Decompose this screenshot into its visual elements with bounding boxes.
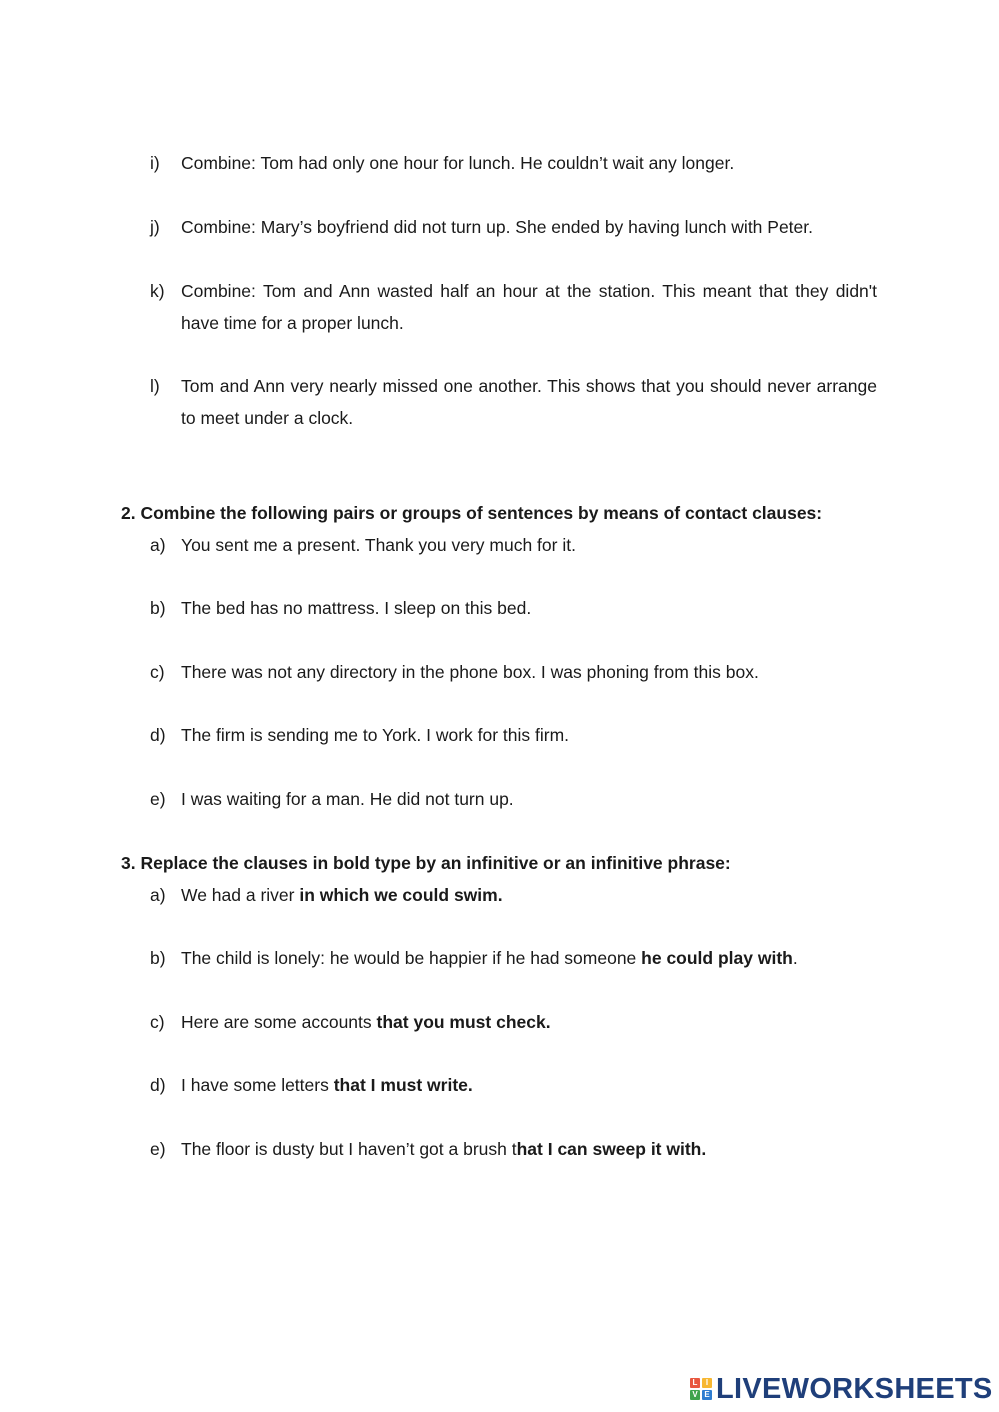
item-text: I was waiting for a man. He did not turn up. — [181, 789, 514, 809]
item-marker: e) — [150, 789, 166, 809]
exercise-item-3b — [150, 942, 877, 974]
exercise-item-j — [150, 211, 877, 243]
logo-text: LIVEWORKSHEETS — [716, 1372, 993, 1405]
item-text: Combine: Tom had only one hour for lunch. He couldn’t wait any longer. — [181, 153, 735, 173]
exercise-item-k — [150, 275, 877, 339]
logo-tile: E — [702, 1390, 712, 1400]
item-text: You sent me a present. Thank you very much for it. — [181, 535, 576, 555]
exercise-item-2b — [150, 592, 877, 624]
item-marker: d) — [150, 1075, 166, 1095]
item-marker: a) — [150, 885, 166, 905]
item-bold-clause: in which we could swim. — [299, 885, 503, 905]
item-marker: c) — [150, 662, 165, 682]
item-marker: a) — [150, 535, 166, 555]
item-text: Combine: Tom and Ann wasted half an hour at the station. This meant that they didn't have time for a proper lunch. — [181, 281, 877, 333]
exercise-item-i — [150, 147, 877, 179]
item-text — [181, 942, 877, 974]
item-text — [181, 879, 877, 911]
item-text: Combine: Mary’s boyfriend did not turn up. She ended by having lunch with Peter. — [181, 217, 813, 237]
item-bold-clause: that I must write. — [333, 1075, 473, 1095]
item-plain-text: The floor is dusty but I haven’t got a brush t — [181, 1139, 517, 1159]
item-marker: j) — [150, 217, 160, 237]
logo-tile: V — [690, 1390, 700, 1400]
item-text: The firm is sending me to York. I work for this firm. — [181, 725, 570, 745]
liveworksheets-logo — [690, 1372, 993, 1406]
exercise-item-3c — [150, 1006, 877, 1038]
item-marker: l) — [150, 376, 160, 396]
logo-tile: I — [702, 1378, 712, 1388]
item-plain-text: The child is lonely: he would be happier if he had someone — [181, 948, 642, 968]
exercise-item-3a — [150, 879, 877, 911]
item-plain-text: I have some letters — [181, 1075, 334, 1095]
item-text — [181, 1133, 877, 1165]
item-text: The bed has no mattress. I sleep on this bed. — [181, 598, 532, 618]
logo-tile: L — [690, 1378, 700, 1388]
item-marker: b) — [150, 948, 166, 968]
item-text — [181, 1006, 877, 1038]
logo-mark-icon — [690, 1378, 712, 1400]
item-bold-clause: he could play with — [641, 948, 793, 968]
item-plain-text: Here are some accounts — [181, 1012, 377, 1032]
item-trailing-text: . — [792, 948, 798, 968]
item-bold-clause: hat I can sweep it with. — [516, 1139, 707, 1159]
section-3-heading: 3. Replace the clauses in bold type by an infinitive or an infinitive phrase: — [121, 853, 731, 873]
item-bold-clause: that you must check. — [376, 1012, 551, 1032]
exercise-item-3e — [150, 1133, 877, 1165]
item-marker: b) — [150, 598, 166, 618]
exercise-item-l — [150, 370, 877, 434]
exercise-item-2a — [150, 529, 877, 561]
exercise-item-2c — [150, 656, 877, 688]
item-text — [181, 1069, 877, 1101]
section-2-heading: 2. Combine the following pairs or groups of sentences by means of contact clauses: — [121, 503, 823, 523]
item-plain-text: We had a river — [181, 885, 300, 905]
item-marker: d) — [150, 725, 166, 745]
exercise-item-2e — [150, 783, 877, 815]
exercise-item-3d — [150, 1069, 877, 1101]
item-marker: c) — [150, 1012, 165, 1032]
item-marker: k) — [150, 281, 165, 301]
exercise-item-2d — [150, 719, 877, 751]
item-text: Tom and Ann very nearly missed one another. This shows that you should never arrange to meet under a clock. — [181, 376, 877, 428]
item-text: There was not any directory in the phone box. I was phoning from this box. — [181, 662, 759, 682]
item-marker: i) — [150, 153, 160, 173]
item-marker: e) — [150, 1139, 166, 1159]
